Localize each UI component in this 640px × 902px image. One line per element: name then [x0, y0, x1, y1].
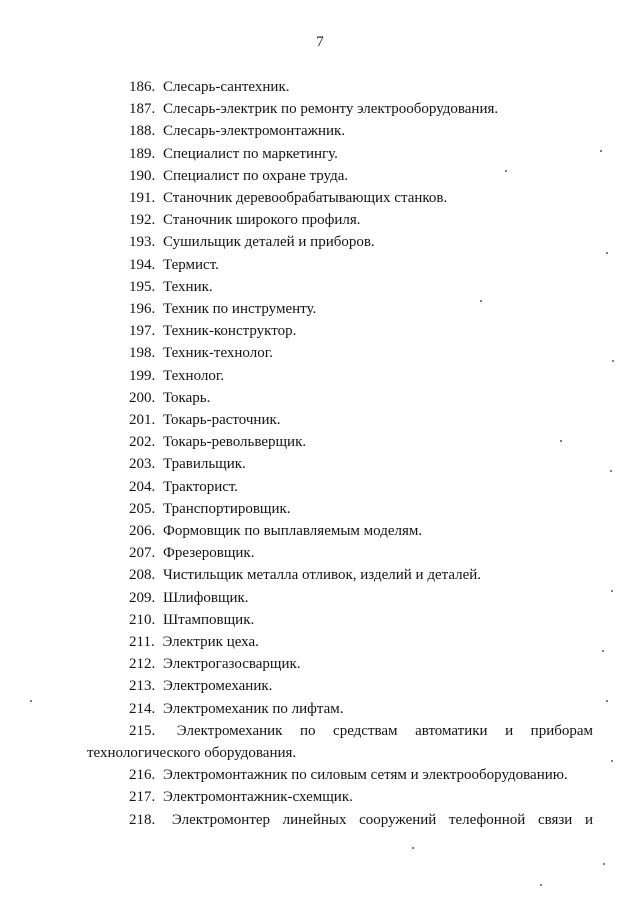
list-item	[129, 254, 593, 276]
item-number: 201.	[129, 412, 156, 428]
item-number: 216.	[129, 767, 156, 784]
item-number: 215.	[129, 722, 156, 739]
list-item	[129, 631, 593, 653]
scan-speck	[540, 884, 542, 886]
scan-speck	[412, 847, 414, 849]
item-text: Электромеханик по средствам автоматики и приборам	[176, 722, 594, 739]
item-number: 198.	[129, 345, 156, 362]
item-number: 218.	[129, 811, 156, 828]
scan-speck	[606, 252, 608, 254]
list-item	[129, 809, 593, 831]
item-number: 197.	[129, 323, 156, 340]
list-item	[129, 165, 593, 187]
list-item	[129, 675, 593, 697]
scan-speck	[560, 440, 562, 442]
scan-speck	[30, 700, 32, 702]
item-text: Штамповщик.	[163, 611, 255, 628]
item-text: Электрик цеха.	[162, 634, 259, 650]
item-number: 195.	[129, 278, 156, 295]
item-number: 199.	[129, 367, 156, 384]
list-item	[129, 498, 593, 520]
item-text: Техник.	[163, 278, 213, 295]
item-number: 204.	[129, 478, 156, 495]
list-item	[129, 342, 593, 364]
item-text: Электромеханик по лифтам.	[163, 700, 344, 717]
item-number: 209.	[129, 589, 156, 606]
item-number: 206.	[129, 523, 156, 539]
scan-speck	[611, 760, 613, 762]
item-number: 194.	[129, 256, 156, 273]
list-item	[129, 476, 593, 498]
list-item	[129, 276, 593, 298]
item-text: Токарь-расточник.	[163, 412, 281, 428]
scan-speck	[612, 360, 614, 362]
item-text: Электромонтажник-схемщик.	[163, 789, 353, 806]
list-item	[129, 98, 593, 120]
item-number: 211.	[129, 634, 155, 650]
scan-speck	[611, 590, 613, 592]
list-item	[129, 320, 593, 342]
item-number: 210.	[129, 611, 156, 628]
item-number: 205.	[129, 500, 156, 517]
list-item	[129, 365, 593, 387]
list-item	[129, 209, 593, 231]
item-text: Шлифовщик.	[163, 589, 249, 606]
list-item	[129, 120, 593, 142]
item-continuation: технологического оборудования.	[87, 745, 297, 761]
scan-speck	[600, 150, 602, 152]
item-number: 200.	[129, 389, 156, 406]
scan-speck	[480, 300, 482, 302]
item-text: Травильщик.	[163, 456, 246, 473]
item-number: 196.	[129, 301, 156, 317]
item-text: Транспортировщик.	[163, 500, 291, 517]
item-text: Термист.	[163, 256, 219, 273]
item-number: 208.	[129, 567, 156, 584]
item-text: Формовщик по выплавляемым моделям.	[163, 523, 423, 539]
item-number: 189.	[129, 145, 156, 162]
list-item	[129, 564, 593, 586]
item-text: Электромонтер линейных сооружений телефонной связи и	[171, 811, 594, 828]
item-text: Станочник деревообрабатывающих станков.	[163, 190, 448, 206]
list-item	[129, 698, 593, 720]
list-item	[129, 786, 593, 808]
item-number: 207.	[129, 545, 156, 562]
item-text: Специалист по охране труда.	[163, 167, 349, 184]
item-text: Электромонтажник по силовым сетям и электрооборудованию.	[163, 767, 568, 784]
list-item	[129, 298, 593, 320]
list-item	[129, 520, 593, 542]
item-number: 188.	[129, 123, 156, 140]
list-item	[129, 453, 593, 475]
item-text: Фрезеровщик.	[163, 545, 255, 562]
list-item	[129, 409, 593, 431]
list-item	[129, 387, 593, 409]
item-number: 217.	[129, 789, 156, 806]
list-item	[129, 187, 593, 209]
item-text: Слесарь-сантехник.	[163, 79, 290, 95]
item-text: Слесарь-электромонтажник.	[163, 123, 346, 140]
item-text: Сушильщик деталей и приборов.	[163, 234, 375, 251]
list-item	[129, 587, 593, 609]
scan-speck	[505, 170, 507, 172]
item-number: 192.	[129, 212, 156, 229]
item-number: 190.	[129, 167, 156, 184]
list-item	[129, 653, 593, 675]
item-text: Техник по инструменту.	[163, 301, 317, 317]
item-number: 186.	[129, 79, 156, 95]
item-text: Слесарь-электрик по ремонту электрооборудования.	[163, 101, 499, 118]
list-item	[129, 764, 593, 786]
list-item	[129, 231, 593, 253]
item-number: 213.	[129, 678, 156, 695]
item-text: Специалист по маркетингу.	[163, 145, 338, 162]
list-item	[87, 720, 594, 764]
list-item	[129, 542, 593, 564]
item-text: Токарь-револьверщик.	[163, 434, 307, 451]
scan-speck	[603, 863, 605, 865]
item-text: Техник-технолог.	[163, 345, 273, 362]
item-number: 191.	[129, 190, 156, 206]
item-text: Технолог.	[163, 367, 225, 384]
list-item	[129, 431, 593, 453]
item-text: Электрогазосварщик.	[163, 656, 301, 673]
list-item	[129, 609, 593, 631]
list-item	[129, 76, 593, 98]
item-number: 193.	[129, 234, 156, 251]
item-text: Техник-конструктор.	[163, 323, 297, 340]
item-text: Тракторист.	[163, 478, 239, 495]
item-text: Электромеханик.	[163, 678, 273, 695]
item-number: 187.	[129, 101, 156, 118]
scan-speck	[606, 700, 608, 702]
item-number: 202.	[129, 434, 156, 451]
item-text: Токарь.	[163, 389, 211, 406]
item-text: Станочник широкого профиля.	[163, 212, 361, 229]
item-number: 212.	[129, 656, 156, 673]
item-number: 214.	[129, 700, 156, 717]
item-number: 203.	[129, 456, 156, 473]
item-text: Чистильщик металла отливок, изделий и деталей.	[163, 567, 482, 584]
page-number: 7	[316, 34, 324, 50]
list-item	[129, 143, 593, 165]
scan-speck	[610, 470, 612, 472]
scan-speck	[602, 650, 604, 652]
